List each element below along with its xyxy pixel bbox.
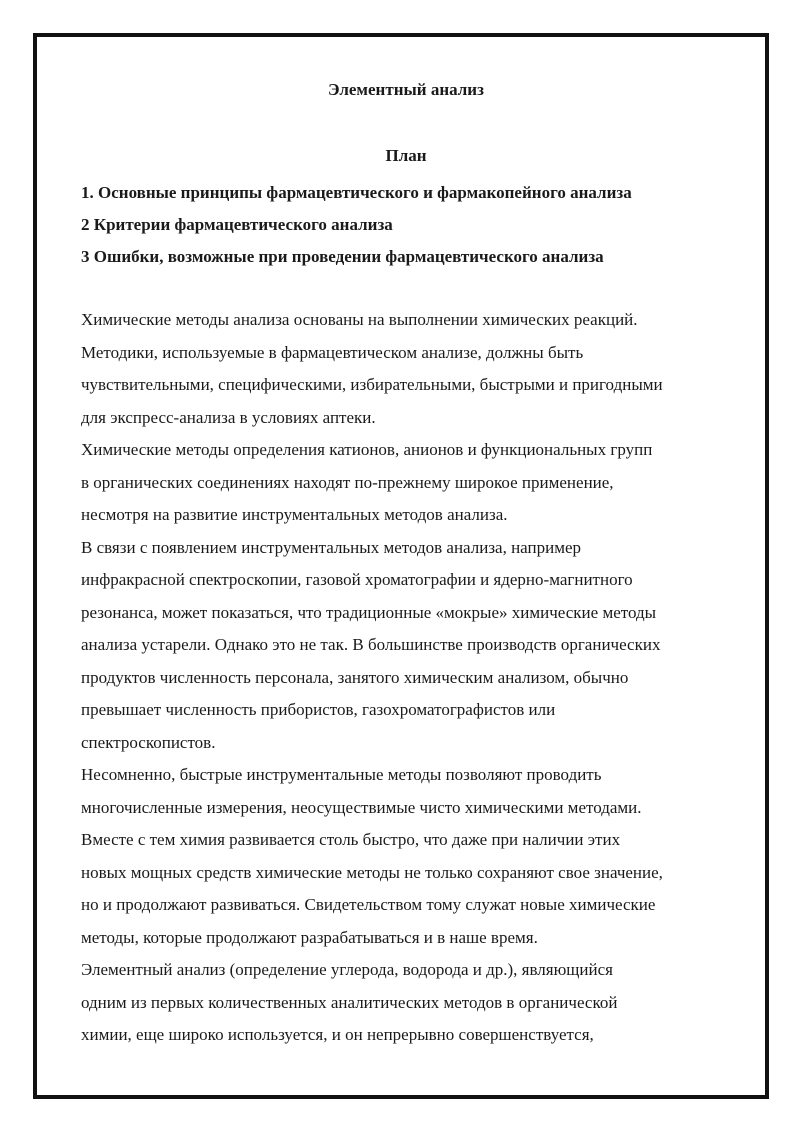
text-line: спектроскопистов. [81,732,216,752]
page-border [33,33,769,1099]
plan-item: 1. Основные принципы фармацевтического и фармакопейного анализа [81,183,632,202]
text-line: химии, еще широко используется, и он непрерывно совершенствуется, [81,1025,594,1044]
text-line: Несомненно, быстрые инструментальные методы позволяют проводить [81,765,602,784]
body-text [81,304,731,1052]
text-line: Химические методы определения катионов, анионов и функциональных групп [81,440,653,459]
plan-list [81,177,731,273]
text-line: продуктов численность персонала, занятого химическим анализом, обычно [81,667,629,687]
plan-heading: План [385,146,427,165]
text-line: методы, которые продолжают разрабатываться и в наше время. [81,927,538,947]
text-line: одним из первых количественных аналитических методов в органической [81,992,618,1012]
text-line: несмотря на развитие инструментальных методов анализа. [81,505,508,524]
plan-item: 2 Критерии фармацевтического анализа [81,215,393,234]
text-line: превышает численность прибористов, газохроматографистов или [81,700,556,719]
text-line: Химические методы анализа основаны на выполнении химических реакций. [81,310,638,329]
text-line: чувствительными, специфическими, избирательными, быстрыми и пригодными [81,375,663,394]
plan-item: 3 Ошибки, возможные при проведении фармацевтического анализа [81,247,604,266]
text-line: многочисленные измерения, неосуществимые чисто химическими методами. [81,797,642,817]
text-line: Вместе с тем химия развивается столь быстро, что даже при наличии этих [81,830,621,849]
text-line: в органических соединениях находят по-прежнему широкое применение, [81,472,614,492]
text-line: для экспресс-анализа в условиях аптеки. [81,407,376,427]
text-line: Методики, используемые в фармацевтическом анализе, должны быть [81,342,584,362]
text-line: Элементный анализ (определение углерода, водорода и др.), являющийся [81,960,613,979]
text-line: но и продолжают развиваться. Свидетельством тому служат новые химические [81,895,656,914]
text-line: новых мощных средств химические методы не только сохраняют свое значение, [81,862,663,882]
text-line: анализа устарели. Однако это не так. В большинстве производств органических [81,635,661,654]
text-line: инфракрасной спектроскопии, газовой хроматографии и ядерно-магнитного [81,570,633,589]
document-title: Элементный анализ [328,80,484,99]
text-line: резонанса, может показаться, что традиционные «мокрые» химические методы [81,602,657,622]
text-line: В связи с появлением инструментальных методов анализа, например [81,537,581,557]
